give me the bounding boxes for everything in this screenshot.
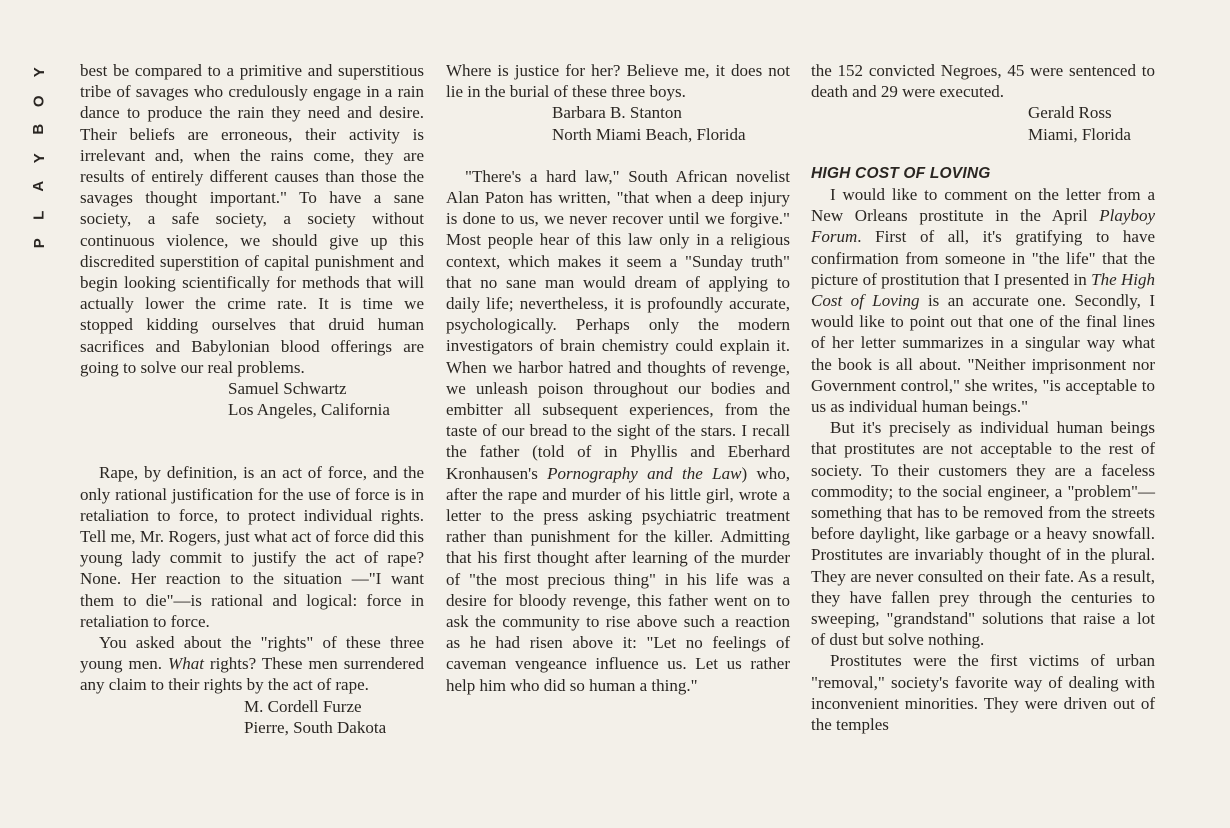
masthead-letter: O: [30, 94, 48, 107]
letter-paragraph: Where is justice for her? Believe me, it does not lie in the burial of these three boys.: [446, 61, 790, 102]
letter-paragraph: "There's a hard law," South African novelist Alan Paton has written, "that when a deep injury is done to us, we never recover until we forgive." Most people hear of this law only in a religious context, which makes it seem a "Sunday truth" that no sane man would dream of applying to daily life; nevertheless, it is profoundly accurate, psychologically. Perhaps only the modern investigators of brain chemistry could explain it. When we harbor hatred and thoughts of revenge, we unleash poison throughout our bodies and embitter all subsequent experiences, from the taste of our bread to the sight of the stars. I recall the father (told of in Phyllis and Eberhard Kronhausen's Pornography and the Law) who, after the rape and murder of his little girl, wrote a letter to the press asking psychiatric treatment rather than punishment for the killer. Admitting that his first thought after learning of the murder of "the most precious thing" in his life was a desire for bloody revenge, this father went on to ask the community to rise above such a reaction as he had risen above it: "Let no feelings of caveman vengeance influence us. Let us rather help him who did so human a thing.": [446, 166, 790, 695]
playboy-masthead: [30, 58, 48, 258]
column-2: [446, 60, 790, 696]
masthead-letter: Y: [30, 152, 48, 163]
signature-place: North Miami Beach, Florida: [552, 124, 746, 144]
signature-name: M. Cordell Furze: [244, 696, 362, 716]
letter-paragraph: Rape, by definition, is an act of force, and the only rational justification for the use of force is in retaliation to force, to protect individual rights. Tell me, Mr. Rogers, just what act of force did this young lady commit to justify the act of rape? None. Her reaction to the situation —"I want them to die"—is rational and logical: force in retaliation to force.: [80, 463, 424, 631]
masthead-letter: P: [30, 238, 48, 249]
signature-place: Los Angeles, California: [228, 400, 390, 420]
letter-paragraph: You asked about the "rights" of these three young men. What rights? These men surrendered any claim to their rights by the act of rape.: [80, 633, 424, 695]
signature-name: Samuel Schwartz: [228, 379, 347, 399]
masthead-letter: B: [30, 123, 48, 135]
masthead-letter: L: [30, 210, 48, 220]
masthead-letter: Y: [30, 67, 48, 78]
letter-paragraph: Prostitutes were the first victims of urban "removal," society's favorite way of dealing with inconvenient minorities. They were driven out of the temples: [811, 651, 1155, 735]
signature-place: Pierre, South Dakota: [244, 717, 387, 737]
signature-place: Miami, Florida: [1028, 124, 1131, 144]
letter-paragraph: I would like to comment on the letter from a New Orleans prostitute in the April Playboy Forum. First of all, it's gratifying to have confirmation from someone in "the life" that the picture of prostitution that I presented in The High Cost of Loving is an accurate one. Secondly, I would like to point out that one of the final lines of her letter summarizes in a singular way what the book is all about. "Neither imprisonment nor Government control," she writes, "is acceptable to us as individual human beings.": [811, 185, 1156, 417]
masthead-letter: A: [30, 180, 48, 192]
letter-paragraph: best be compared to a primitive and superstitious tribe of savages who credulously engage in a rain dance to produce the rain they need and desire. Their beliefs are erroneous, their activity is irrelevant and, when the rains come, they are results of entirely different causes than those the savages thought important." To have a sane society, a safe society, a society without continuous violence, we should give up this discredited superstition of capital punishment and begin looking scientifically for methods that will actually lower the crime rate. It is time we stopped kidding ourselves that druid human sacrifices and Babylonian blood offerings are going to solve our real problems.: [80, 61, 424, 377]
section-heading: HIGH COST OF LOVING: [811, 164, 991, 182]
letter-paragraph: the 152 convicted Negroes, 45 were sentenced to death and 29 were executed.: [811, 61, 1155, 102]
signature-name: Gerald Ross: [1028, 103, 1112, 123]
signature-name: Barbara B. Stanton: [552, 103, 682, 123]
column-3: [811, 60, 1155, 735]
letter-paragraph: But it's precisely as individual human beings that prostitutes are not acceptable to the rest of society. To their customers they are a faceless commodity; to the social engineer, a "problem"—something that has to be removed from the streets before daylight, like garbage or a heavy snowfall. Prostitutes are invariably thought of in the plural. They are never consulted on their fate. As a result, they have fallen prey through the centuries to sweeping, "grandstand" solutions that raise a lot of dust but solve nothing.: [811, 418, 1155, 650]
column-1: [80, 60, 424, 738]
